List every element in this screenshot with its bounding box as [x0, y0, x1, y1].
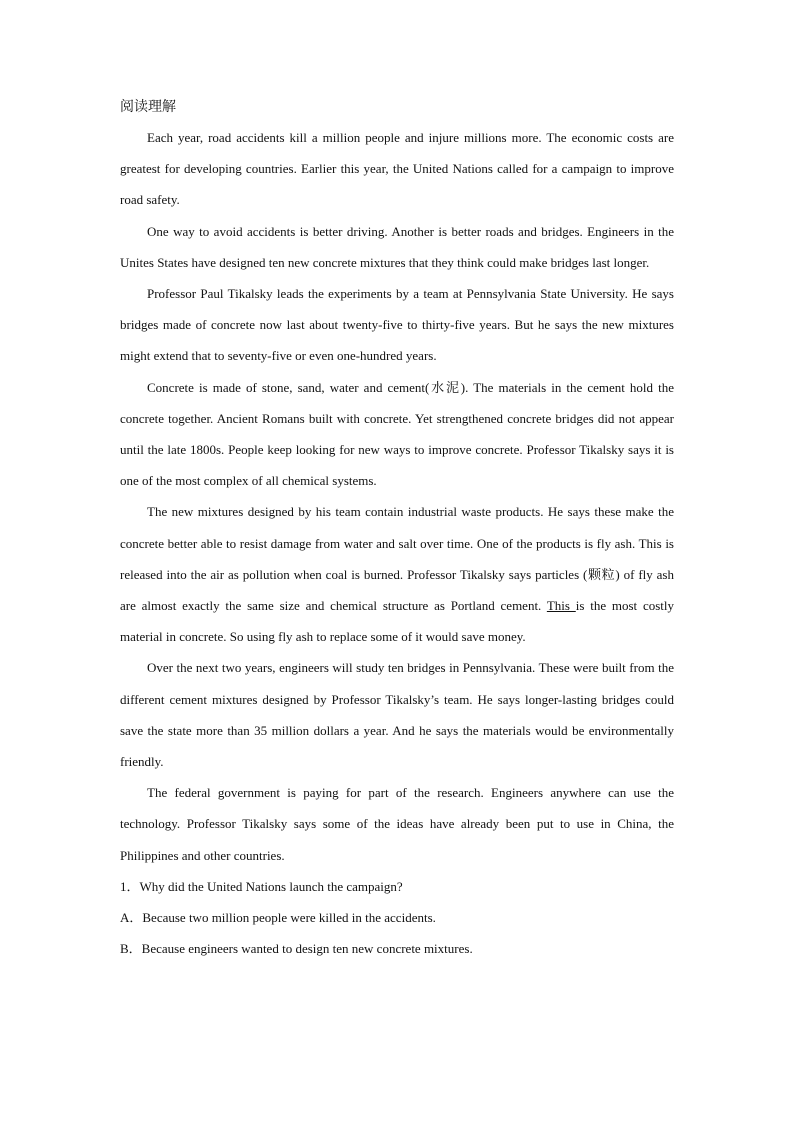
- paragraph-5: [120, 496, 674, 652]
- paragraph-2: One way to avoid accidents is better driving. Another is better roads and bridges. Engineers in the Unites States have designed ten new concrete mixtures that they think could make bridges last longer.: [120, 223, 674, 270]
- underlined-this: This: [546, 598, 576, 614]
- paragraph-1: Each year, road accidents kill a million people and injure millions more. The economic costs are greatest for developing countries. Earlier this year, the United Nations called for a campaign to improve road safety.: [120, 130, 674, 208]
- question-1: 1．Why did the United Nations launch the campaign?: [120, 878, 403, 894]
- paragraph-7: The federal government is paying for part of the research. Engineers anywhere can use the technology. Professor Tikalsky says some of the ideas have already been put to use in China, the Philippines and other countries.: [120, 785, 674, 863]
- paragraph-5-start: The new mixtures designed by his team contain industrial waste products. He says these make the concrete better able to resist damage from water and salt over time. One of the products is fly ash. This is released into the air as pollution when coal is burned. Professor Tikalsky says particles (颗粒) of fly ash are almost exactly the same size and chemical structure as Portland cement.: [120, 504, 674, 614]
- document-page: [120, 97, 674, 964]
- paragraph-3: Professor Paul Tikalsky leads the experiments by a team at Pennsylvania State University. He says bridges made of concrete now last about twenty-five to thirty-five years. But he says the new mixtures might extend that to seventy-five or even one-hundred years.: [120, 286, 674, 364]
- section-title: 阅读理解: [120, 99, 176, 115]
- paragraph-6: Over the next two years, engineers will study ten bridges in Pennsylvania. These were built from the different cement mixtures designed by Professor Tikalsky’s team. He says longer-lasting bridges could save the state more than 35 million dollars a year. And he says the materials would be environmentally friendly.: [120, 660, 674, 770]
- option-b: B．Because engineers wanted to design ten new concrete mixtures.: [120, 941, 473, 957]
- paragraph-5-end: is the most costly material in concrete. So using fly ash to replace some of it would save money.: [120, 598, 675, 645]
- paragraph-4: Concrete is made of stone, sand, water and cement(水泥). The materials in the cement hold the concrete together. Ancient Romans built with concrete. Yet strengthened concrete bridges did not appear until the late 1800s. People keep looking for new ways to improve concrete. Professor Tikalsky says it is one of the most complex of all chemical systems.: [120, 379, 674, 489]
- option-a: A．Because two million people were killed in the accidents.: [120, 910, 436, 926]
